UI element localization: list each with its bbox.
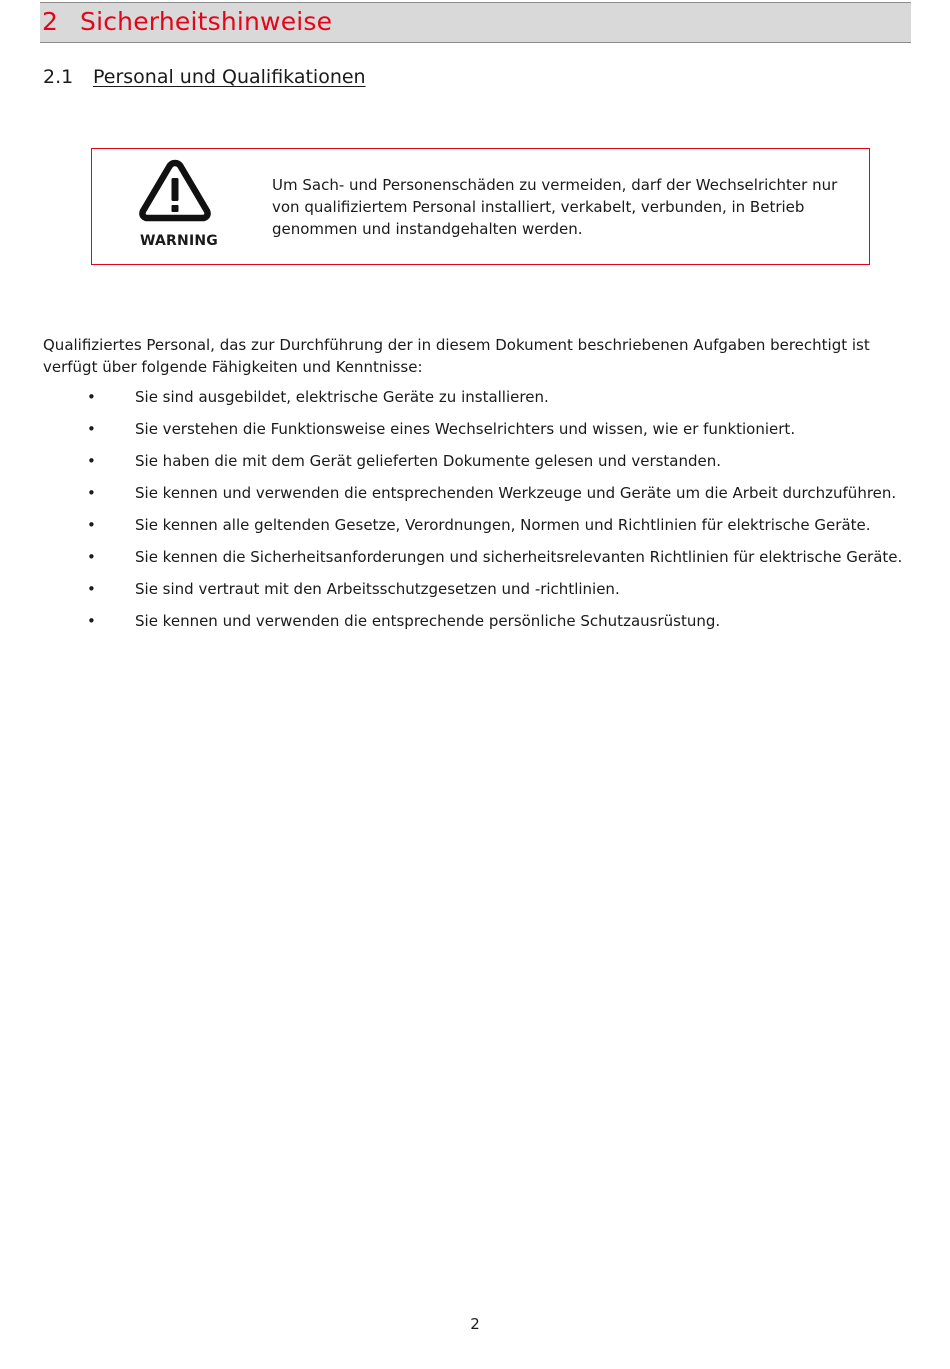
- list-item-text: Sie kennen alle geltenden Gesetze, Verordnungen, Normen und Richtlinien für elektrische Geräte.: [135, 516, 871, 534]
- list-item: [0, 514, 950, 546]
- list-item: [0, 546, 950, 578]
- list-item-text: Sie sind vertraut mit den Arbeitsschutzgesetzen und -richtlinien.: [135, 580, 620, 598]
- section-title: Personal und Qualifikationen: [93, 66, 366, 88]
- bullet-icon: •: [87, 516, 96, 534]
- list-item-text: Sie kennen und verwenden die entsprechenden Werkzeuge und Geräte um die Arbeit durchzuführen.: [135, 484, 897, 502]
- bullet-icon: •: [87, 484, 96, 502]
- chapter-header: [40, 2, 911, 43]
- bullet-icon: •: [87, 612, 96, 630]
- bullet-icon: •: [87, 452, 96, 470]
- list-item-text: Sie verstehen die Funktionsweise eines Wechselrichters und wissen, wie er funktioniert.: [135, 420, 796, 438]
- list-item: [0, 386, 950, 418]
- list-item: [0, 418, 950, 450]
- section-number: 2.1: [43, 66, 74, 88]
- bullet-icon: •: [87, 420, 96, 438]
- chapter-title-text: Sicherheitshinweise: [80, 7, 333, 36]
- warning-box: [91, 148, 870, 265]
- list-item-text: Sie kennen die Sicherheitsanforderungen und sicherheitsrelevanten Richtlinien für elektrische Geräte.: [135, 548, 903, 566]
- bullet-icon: •: [87, 580, 96, 598]
- warning-triangle-icon: [137, 158, 213, 224]
- list-item-text: Sie haben die mit dem Gerät gelieferten Dokumente gelesen und verstanden.: [135, 452, 722, 470]
- intro-paragraph: Qualifiziertes Personal, das zur Durchführung der in diesem Dokument beschriebenen Aufgaben berechtigt ist verfügt über folgende Fähigkeiten und Kenntnisse:: [43, 336, 870, 376]
- section-heading: [43, 66, 366, 88]
- list-item-text: Sie sind ausgebildet, elektrische Geräte zu installieren.: [135, 388, 549, 406]
- warning-text: Um Sach- und Personenschäden zu vermeiden, darf der Wechselrichter nur von qualifiziertem Personal installiert, verkabelt, verbunden, in Betrieb genommen und instandgehalten werden.: [272, 176, 838, 238]
- list-item: [0, 450, 950, 482]
- list-item: [0, 482, 950, 514]
- chapter-title: [42, 7, 332, 36]
- list-item: [0, 610, 950, 642]
- warning-label: WARNING: [140, 233, 218, 249]
- bullet-icon: •: [87, 548, 96, 566]
- chapter-number: 2: [42, 7, 59, 36]
- bullet-icon: •: [87, 388, 96, 406]
- list-item: [0, 578, 950, 610]
- qualification-list: [0, 386, 950, 642]
- page-number: 2: [470, 1315, 480, 1333]
- list-item-text: Sie kennen und verwenden die entsprechende persönliche Schutzausrüstung.: [135, 612, 721, 630]
